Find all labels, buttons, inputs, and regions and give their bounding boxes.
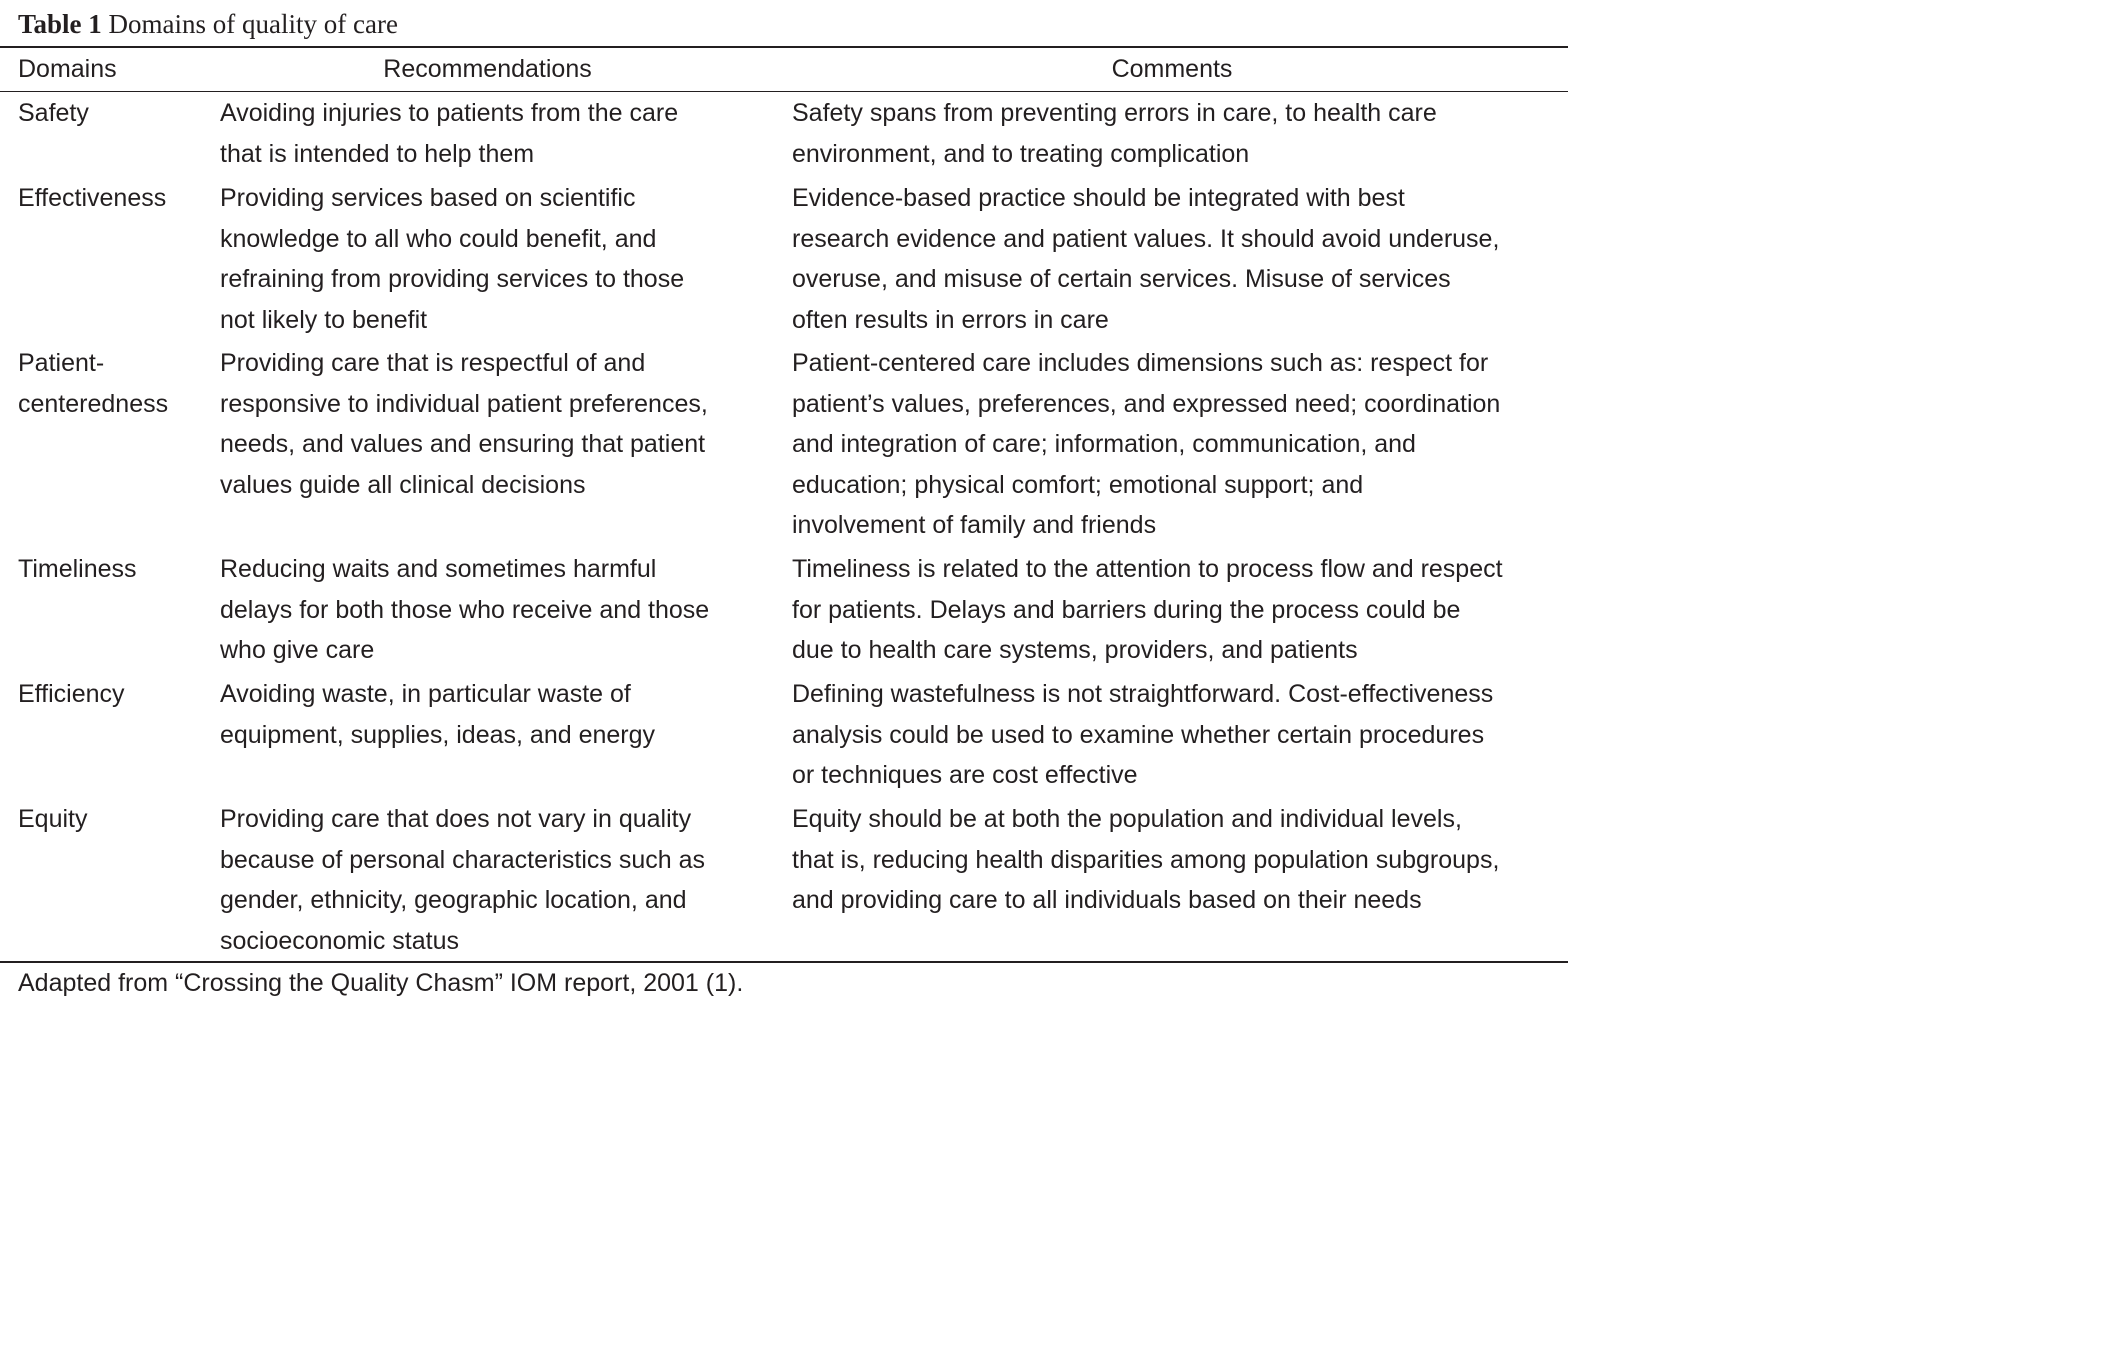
- cell-line: patient’s values, preferences, and expressed need; coordination: [792, 389, 1501, 418]
- domain-cell: [18, 549, 203, 590]
- cell-line: gender, ethnicity, geographic location, and: [220, 886, 687, 914]
- cell-line: needs, and values and ensuring that patient: [220, 430, 706, 458]
- domain-cell: [18, 343, 203, 424]
- cell-line: Effectiveness: [18, 184, 167, 212]
- top-rule: [0, 46, 1568, 48]
- cell-line: for patients. Delays and barriers during the process could be: [792, 595, 1461, 624]
- cell-line: Equity: [18, 805, 88, 833]
- comment-cell: [792, 178, 1568, 340]
- table-number: Table 1: [18, 9, 102, 39]
- recommendation-cell: [220, 674, 775, 755]
- cell-line: often results in errors in care: [792, 305, 1109, 334]
- cell-line: Safety: [18, 99, 89, 127]
- recommendation-cell: [220, 799, 775, 961]
- cell-line: education; physical comfort; emotional support; and: [792, 470, 1364, 499]
- cell-line: Defining wastefulness is not straightforward. Cost-effectiveness: [792, 680, 1494, 708]
- cell-line: or techniques are cost effective: [792, 761, 1138, 789]
- cell-line: who give care: [220, 636, 375, 664]
- cell-line: Patient-: [18, 349, 105, 377]
- cell-line: Patient-centered care includes dimensions such as: respect for: [792, 349, 1489, 377]
- cell-line: Efficiency: [18, 680, 125, 708]
- cell-line: Providing care that does not vary in quality: [220, 805, 692, 833]
- comment-cell: [792, 799, 1568, 921]
- cell-line: analysis could be used to examine whether certain procedures: [792, 720, 1485, 749]
- table-footnote: Adapted from “Crossing the Quality Chasm” IOM report, 2001 (1).: [18, 969, 744, 997]
- cell-line: Reducing waits and sometimes harmful: [220, 555, 657, 583]
- recommendation-cell: [220, 93, 775, 174]
- comment-cell: [792, 343, 1568, 546]
- cell-line: knowledge to all who could benefit, and: [220, 224, 657, 253]
- cell-line: that is, reducing health disparities among population subgroups,: [792, 845, 1500, 874]
- comment-cell: [792, 93, 1568, 174]
- cell-line: Avoiding injuries to patients from the care: [220, 99, 679, 127]
- cell-line: equipment, supplies, ideas, and energy: [220, 720, 656, 749]
- header-rule: [0, 91, 1568, 92]
- cell-line: socioeconomic status: [220, 926, 460, 955]
- cell-line: involvement of family and friends: [792, 511, 1157, 539]
- header-domains: Domains: [18, 55, 117, 83]
- domain-cell: [18, 178, 203, 219]
- recommendation-cell: [220, 343, 775, 505]
- recommendation-cell: [220, 549, 775, 671]
- domain-cell: [18, 799, 203, 840]
- cell-line: environment, and to treating complication: [792, 139, 1250, 168]
- cell-line: research evidence and patient values. It should avoid underuse,: [792, 224, 1500, 253]
- cell-line: and providing care to all individuals based on their needs: [792, 886, 1422, 914]
- cell-line: Evidence-based practice should be integrated with best: [792, 184, 1405, 212]
- cell-line: because of personal characteristics such as: [220, 845, 705, 874]
- cell-line: responsive to individual patient preferences,: [220, 389, 708, 418]
- cell-line: centeredness: [18, 389, 169, 418]
- cell-line: Providing care that is respectful of and: [220, 349, 646, 377]
- cell-line: overuse, and misuse of certain services. Misuse of services: [792, 265, 1451, 293]
- cell-line: not likely to benefit: [220, 305, 428, 334]
- cell-line: values guide all clinical decisions: [220, 470, 586, 499]
- comment-cell: [792, 674, 1568, 796]
- domain-cell: [18, 93, 203, 134]
- cell-line: Avoiding waste, in particular waste of: [220, 680, 631, 708]
- domain-cell: [18, 674, 203, 715]
- cell-line: Equity should be at both the population and individual levels,: [792, 805, 1462, 833]
- cell-line: that is intended to help them: [220, 139, 535, 168]
- table-caption: [18, 7, 398, 41]
- table-title: Domains of quality of care: [108, 9, 398, 39]
- cell-line: Timeliness: [18, 555, 137, 583]
- cell-line: Safety spans from preventing errors in care, to health care: [792, 99, 1437, 127]
- recommendation-cell: [220, 178, 775, 340]
- cell-line: refraining from providing services to those: [220, 265, 685, 293]
- header-comments: Comments: [1111, 55, 1233, 83]
- cell-line: Providing services based on scientific: [220, 184, 636, 212]
- cell-line: delays for both those who receive and those: [220, 595, 710, 624]
- cell-line: and integration of care; information, communication, and: [792, 430, 1416, 458]
- header-recommendations: Recommendations: [383, 55, 592, 83]
- comment-cell: [792, 549, 1568, 671]
- cell-line: Timeliness is related to the attention to process flow and respect: [792, 555, 1503, 583]
- cell-line: due to health care systems, providers, and patients: [792, 636, 1358, 664]
